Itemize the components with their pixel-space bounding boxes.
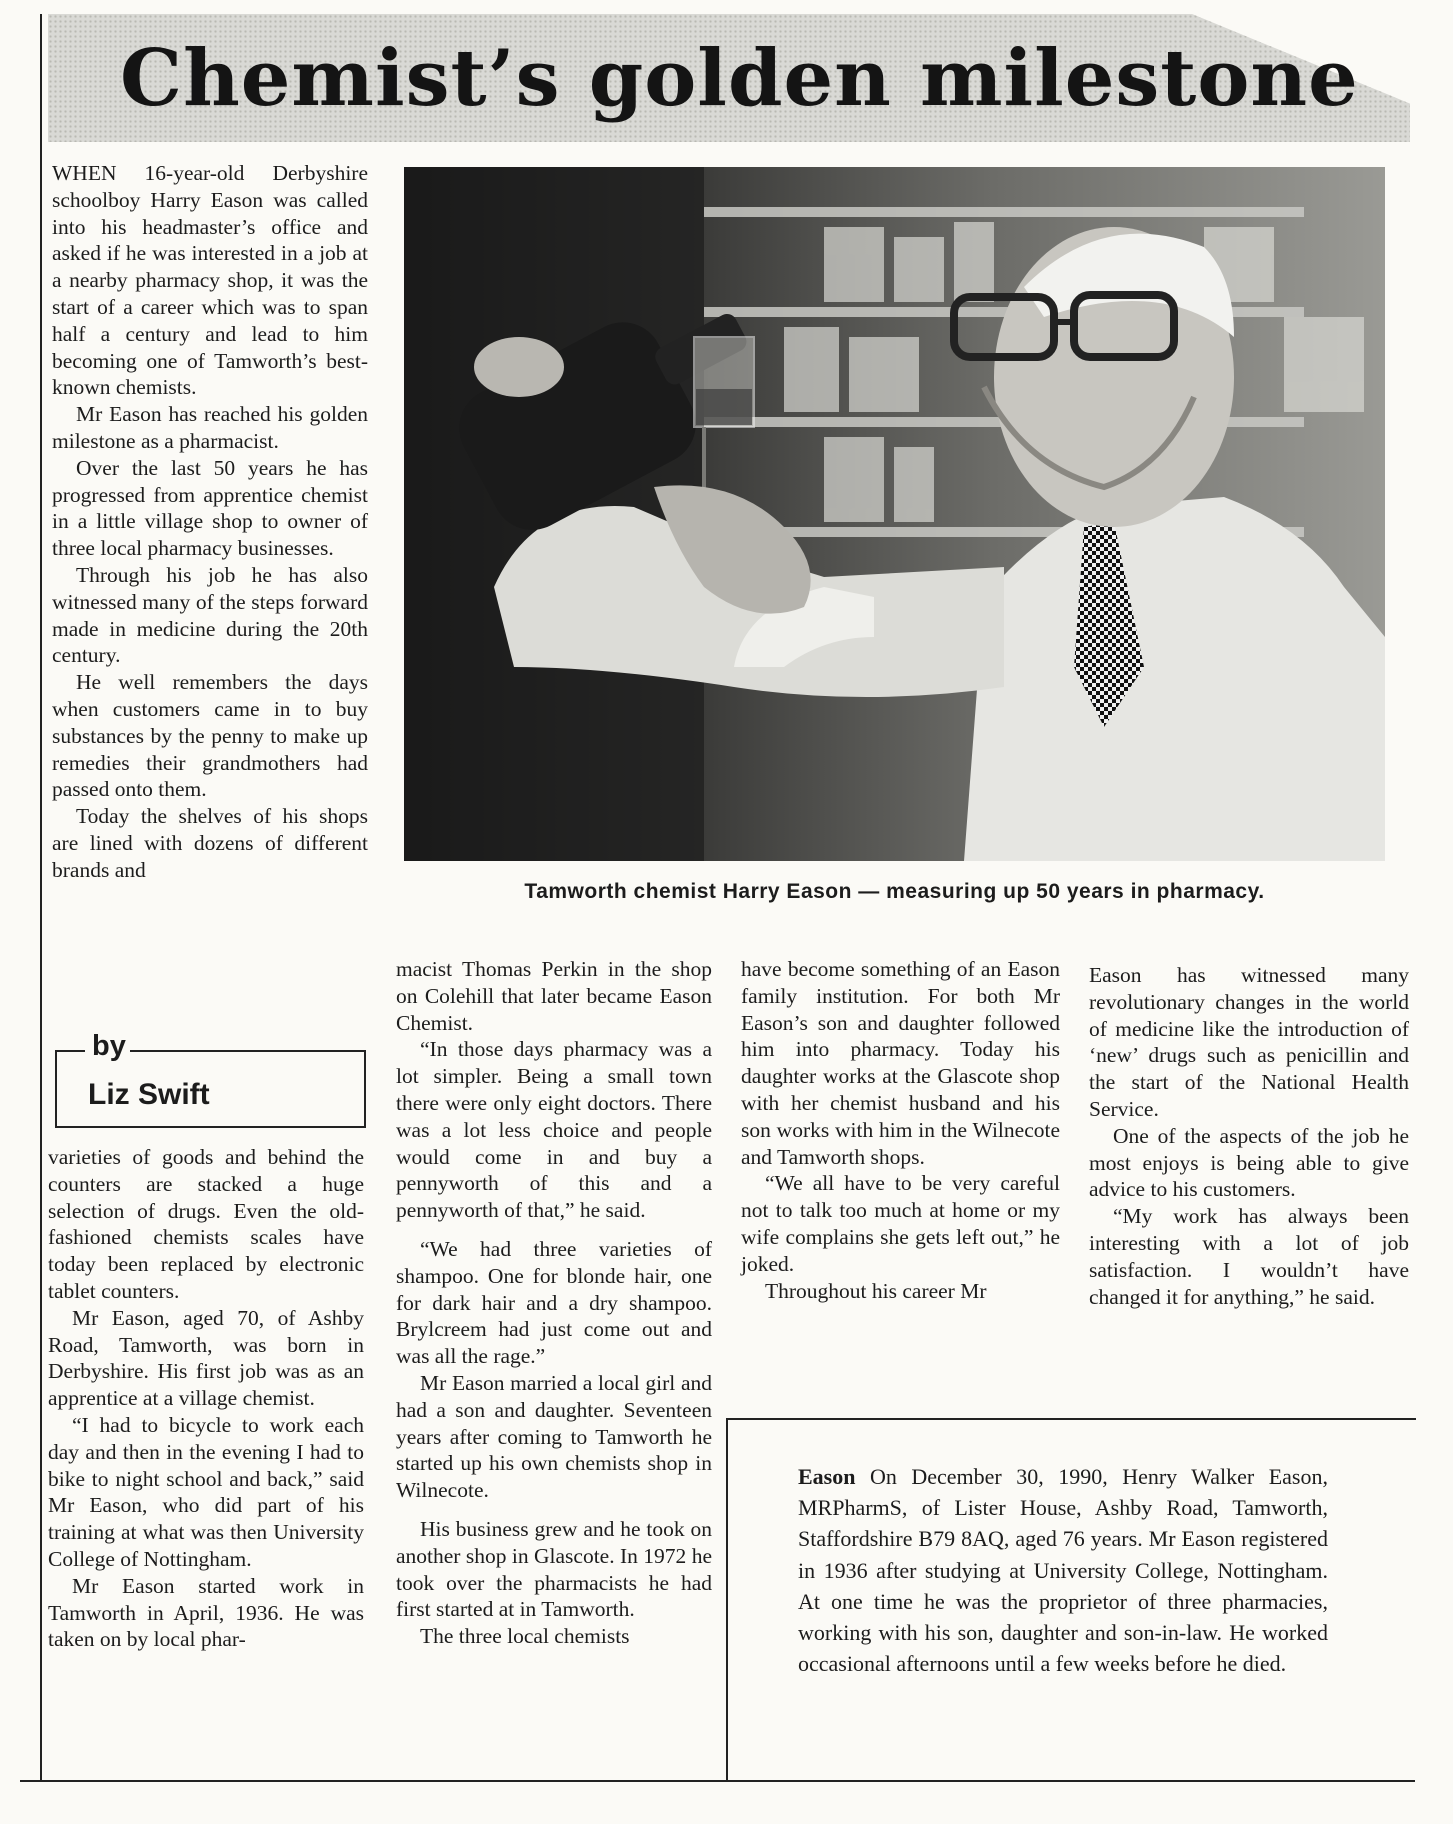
paragraph: macist Thomas Perkin in the shop on Colehill that later became Eason Chemist.	[396, 957, 712, 1035]
column-1-bottom	[48, 1144, 364, 1653]
left-rule	[40, 14, 42, 1782]
chemist-photo-illustration	[404, 167, 1385, 861]
paragraph: varieties of goods and behind the counters are stacked a huge selection of drugs. Even the old-fashioned chemists scales have today been replaced by electronic tablet counters.	[48, 1145, 364, 1303]
byline-by: by	[88, 1030, 130, 1063]
paragraph: “We had three varieties of shampoo. One for blonde hair, one for dark hair and a dry shampoo. Brylcreem had just come out and was all the rage.”	[396, 1236, 712, 1369]
obituary-notice	[798, 1461, 1328, 1679]
paragraph: “We all have to be very careful not to talk too much at home or my wife complains she gets left out,” he joked.	[741, 1171, 1060, 1276]
paragraph: “I had to bicycle to work each day and then in the evening I had to bike to night school and back,” said Mr Eason, who did part of his training at what was then University College of Nottingham.	[48, 1412, 364, 1571]
byline-author: Liz Swift	[88, 1078, 210, 1111]
chemist-photo	[404, 167, 1385, 861]
obituary-text: On December 30, 1990, Henry Walker Eason, MRPharmS, of Lister House, Ashby Road, Tamworth, Staffordshire B79 8AQ, aged 76 years. Mr Eason registered in 1936 after studying at University College, Nottingham. At one time he was the proprietor of three pharmacies, working with his son, daughter and son-in-law. He worked occasional afternoons until a few weeks before he died.	[798, 1464, 1328, 1677]
paragraph: He well remembers the days when customers came in to buy substances by the penny to make up remedies their grandmothers had passed onto them.	[52, 670, 368, 802]
paragraph: “My work has always been interesting with a lot of job satisfaction. I wouldn’t have changed it for anything,” he said.	[1089, 1204, 1409, 1309]
paragraph: have become something of an Eason family institution. For both Mr Eason’s son and daughter followed him into pharmacy. Today his daughter works at the Glascote shop with her chemist husband and his son works with him in the Wilnecote and Tamworth shops.	[741, 957, 1060, 1169]
column-4	[1089, 962, 1409, 1310]
bottom-rule	[20, 1780, 1415, 1782]
paragraph: WHEN 16-year-old Derbyshire schoolboy Harry Eason was called into his headmaster’s office and asked if he was interested in a job at a nearby pharmacy shop, it was the start of a career which was to span half a century and lead to him becoming one of Tamworth’s best-known chemists.	[52, 161, 368, 400]
paragraph: Mr Eason, aged 70, of Ashby Road, Tamworth, was born in Derbyshire. His first job was as an apprentice at a village chemist.	[48, 1305, 364, 1411]
paragraph: Throughout his career Mr	[765, 1278, 987, 1303]
obituary-left-rule	[726, 1418, 728, 1780]
paragraph: Mr Eason married a local girl and had a son and daughter. Seventeen years after coming to Tamworth he started up his own chemists shop in Wilnecote.	[396, 1370, 712, 1503]
paragraph: Mr Eason started work in Tamworth in April, 1936. He was taken on by local phar-	[48, 1573, 364, 1652]
paragraph: Through his job he has also witnessed many of the steps forward made in medicine during the 20th century.	[52, 562, 368, 668]
paragraph: Over the last 50 years he has progressed from apprentice chemist in a little village shop to owner of three local pharmacy businesses.	[52, 455, 368, 561]
column-2	[396, 956, 712, 1650]
paragraph: Today the shelves of his shops are lined with dozens of different brands and	[52, 804, 368, 882]
paragraph: Mr Eason has reached his golden milestone as a pharmacist.	[52, 402, 368, 453]
photo-caption: Tamworth chemist Harry Eason — measuring up 50 years in pharmacy.	[524, 880, 1265, 903]
obituary-name: Eason	[798, 1464, 856, 1489]
headline: Chemist’s golden milestone	[120, 33, 1359, 124]
paragraph: The three local chemists	[420, 1624, 630, 1649]
paragraph: “In those days pharmacy was a lot simpler. Being a small town there were only eight doctors. There was a lot less choice and people would come in and buy a pennyworth of this and a pennyworth of that,” he said.	[396, 1037, 712, 1223]
paragraph: His business grew and he took on another shop in Glascote. In 1972 he took over the pharmacists he had first started at in Tamworth.	[396, 1516, 712, 1622]
paragraph: Eason has witnessed many revolutionary changes in the world of medicine like the introduction of ‘new’ drugs such as penicillin and the start of the National Health Service.	[1089, 963, 1409, 1121]
paragraph: One of the aspects of the job he most enjoys is being able to give advice to his customers.	[1089, 1123, 1409, 1202]
obituary-top-rule	[726, 1418, 1416, 1420]
column-3	[741, 956, 1060, 1304]
column-1-top	[52, 160, 368, 884]
